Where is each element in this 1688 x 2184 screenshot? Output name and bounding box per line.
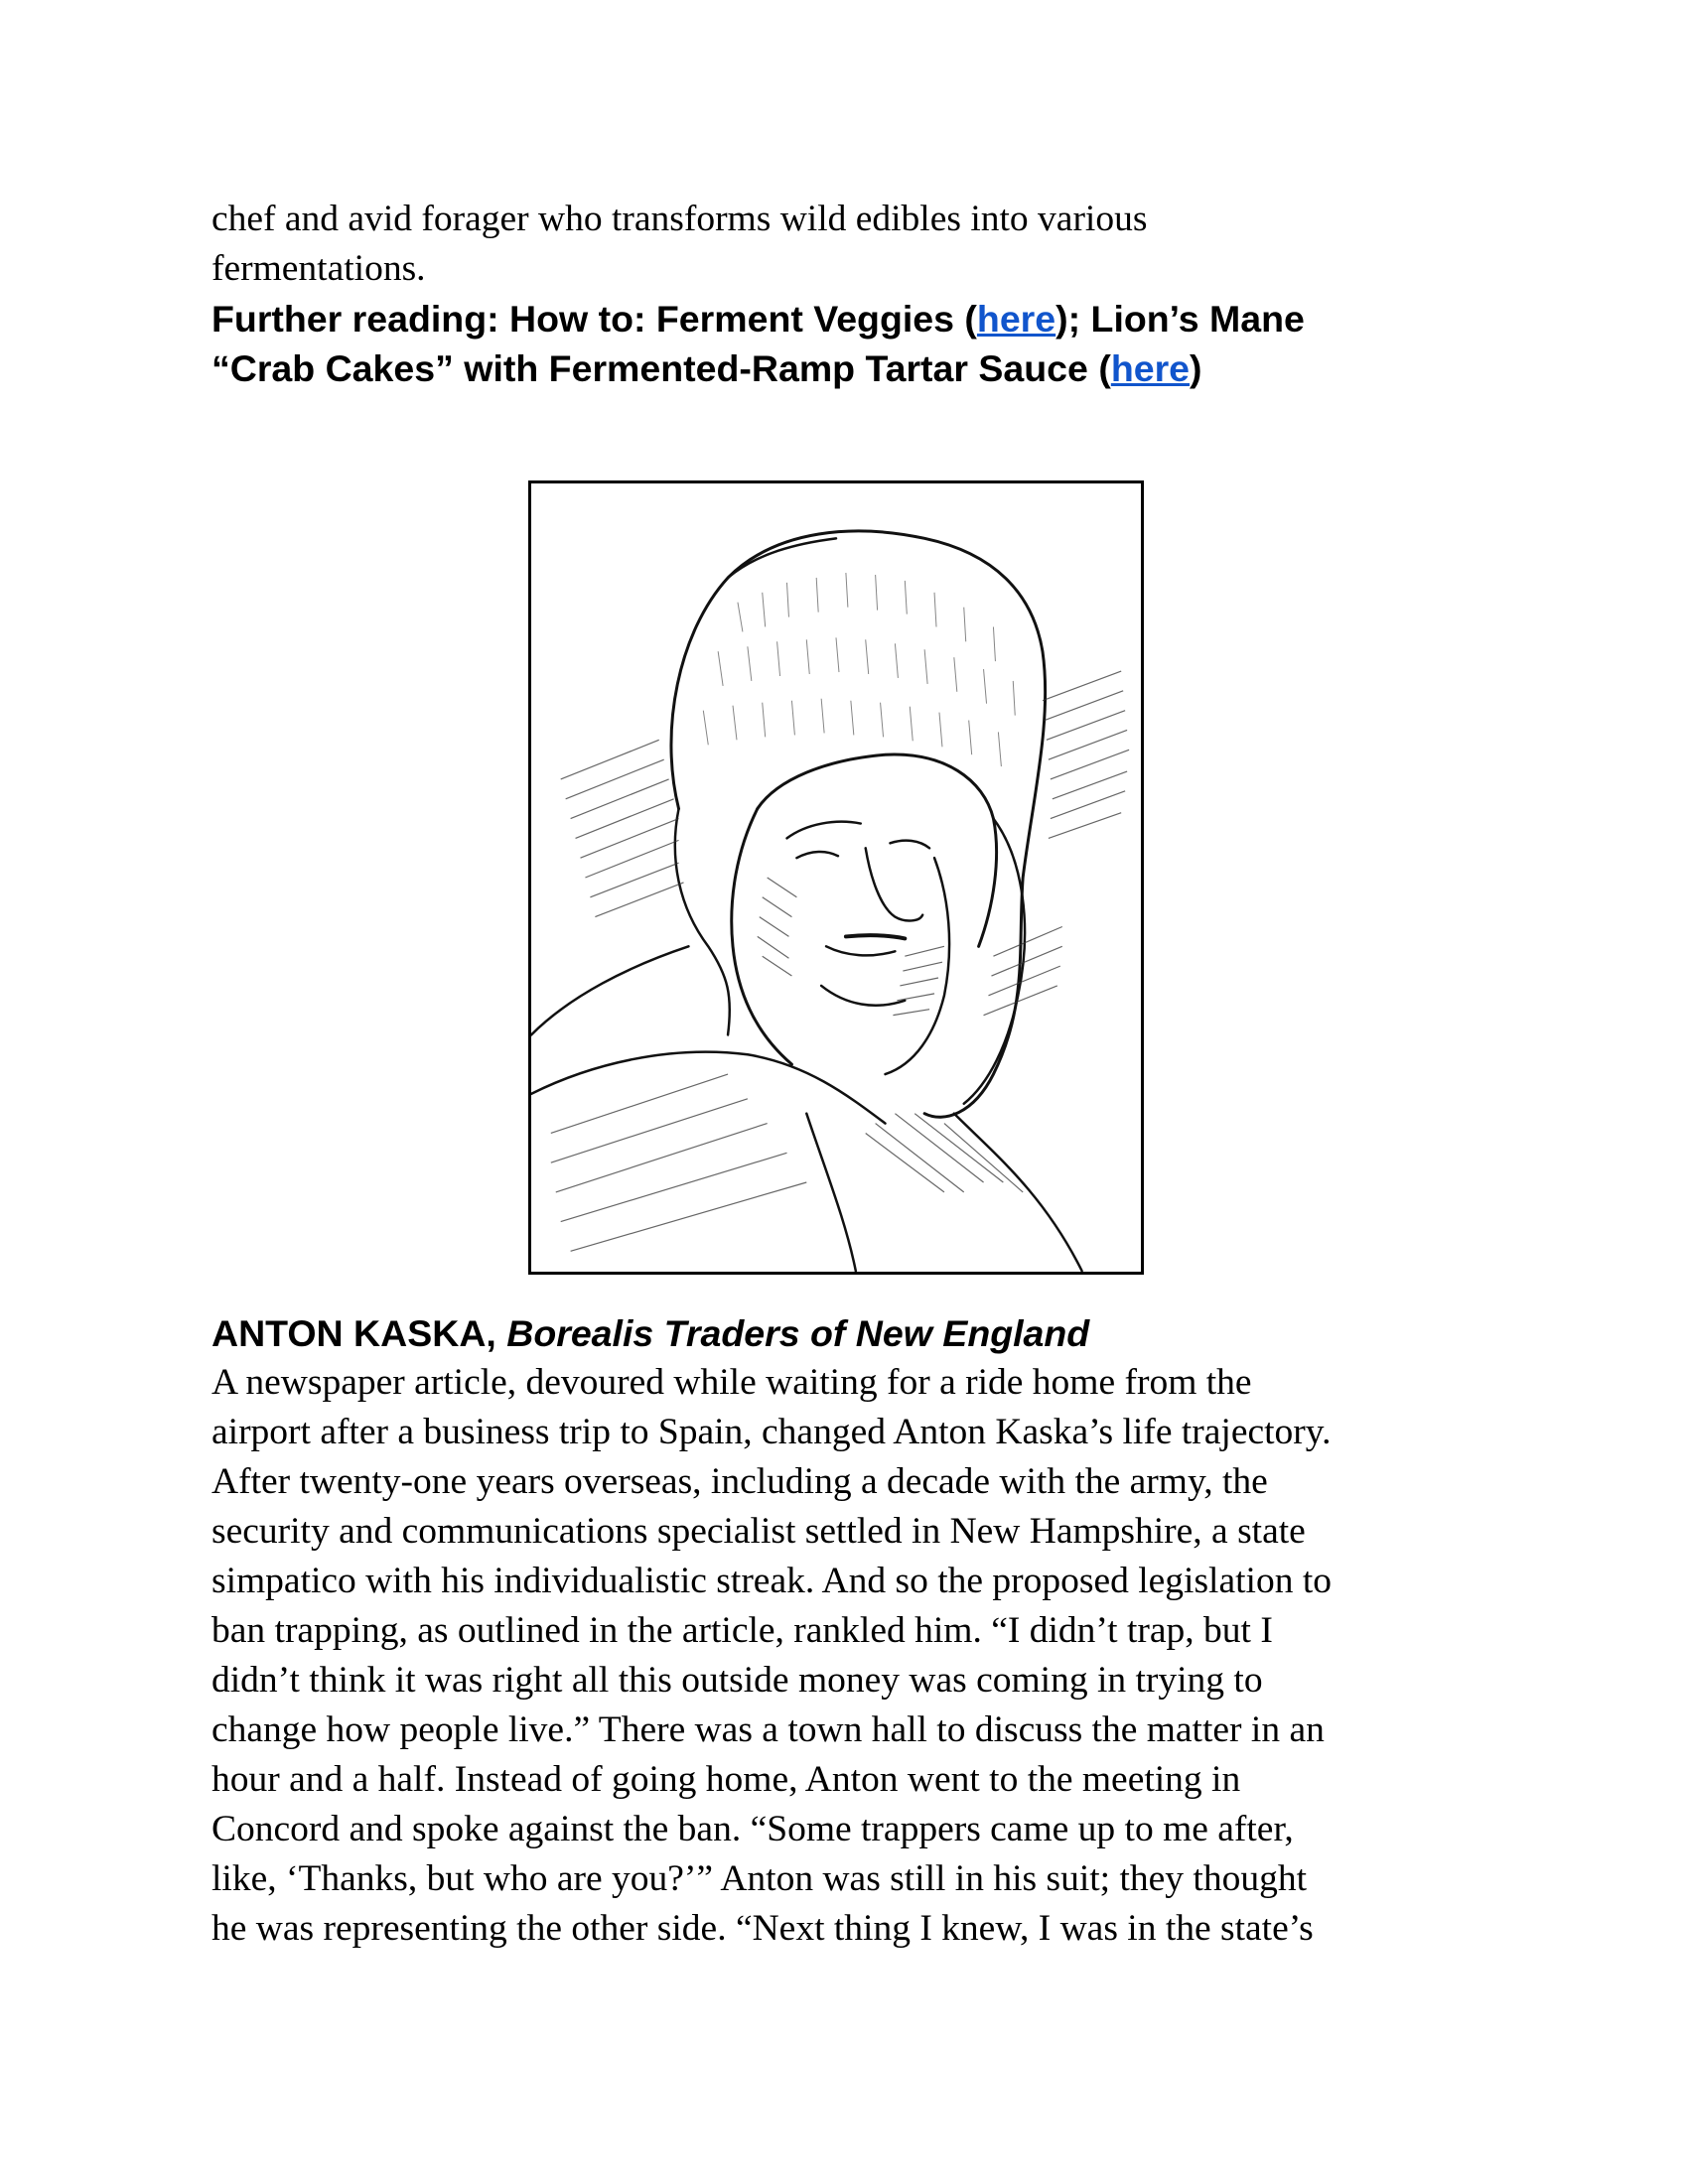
intro-line: fermentations.	[211, 248, 426, 289]
bio-section	[211, 1308, 1502, 1954]
bio-line: security and communications specialist settled in New Hampshire, a state	[211, 1511, 1306, 1552]
bio-line: change how people live.” There was a town hall to discuss the matter in an	[211, 1709, 1325, 1750]
bio-line: hour and a half. Instead of going home, Anton went to the meeting in	[211, 1759, 1241, 1800]
bio-line: ban trapping, as outlined in the article, rankled him. “I didn’t trap, but I	[211, 1610, 1273, 1651]
further-reading-text: “Crab Cakes” with Fermented-Ramp Tartar Sauce (	[211, 347, 1111, 389]
further-reading	[211, 294, 1502, 393]
crab-cakes-link[interactable]: here	[1110, 347, 1191, 389]
bio-line: he was representing the other side. “Next thing I knew, I was in the state’s	[211, 1908, 1314, 1949]
bio-line: Concord and spoke against the ban. “Some trappers came up to me after,	[211, 1809, 1294, 1849]
bio-line: After twenty-one years overseas, including a decade with the army, the	[211, 1461, 1268, 1502]
bio-line: airport after a business trip to Spain, changed Anton Kaska’s life trajectory.	[211, 1412, 1332, 1452]
bio-company: Borealis Traders of New England	[506, 1312, 1090, 1354]
intro-line: chef and avid forager who transforms wild edibles into various	[211, 199, 1148, 239]
portrait-sketch-icon	[531, 483, 1141, 1272]
further-reading-line-1	[211, 294, 1502, 343]
bio-line: like, ‘Thanks, but who are you?’” Anton was still in his suit; they thought	[211, 1858, 1307, 1899]
further-reading-line-2	[211, 343, 1502, 393]
bio-line: A newspaper article, devoured while waiting for a ride home from the	[211, 1362, 1252, 1403]
ferment-veggies-link[interactable]: here	[976, 298, 1056, 340]
bio-paragraph	[211, 1358, 1502, 1954]
further-reading-text: )	[1190, 347, 1202, 389]
bio-line: didn’t think it was right all this outside money was coming in trying to	[211, 1660, 1263, 1701]
further-reading-text: Further reading: How to: Ferment Veggies (	[211, 298, 977, 340]
bio-line: simpatico with his individualistic streak. And so the proposed legislation to	[211, 1561, 1333, 1601]
bio-heading	[211, 1308, 1502, 1358]
further-reading-text: ); Lion’s Mane	[1055, 298, 1305, 340]
bio-heading-line	[211, 1308, 1502, 1358]
intro-paragraph	[211, 195, 1502, 294]
portrait-illustration	[528, 480, 1144, 1275]
bio-name: ANTON KASKA,	[211, 1312, 507, 1354]
page-top	[211, 195, 1502, 393]
